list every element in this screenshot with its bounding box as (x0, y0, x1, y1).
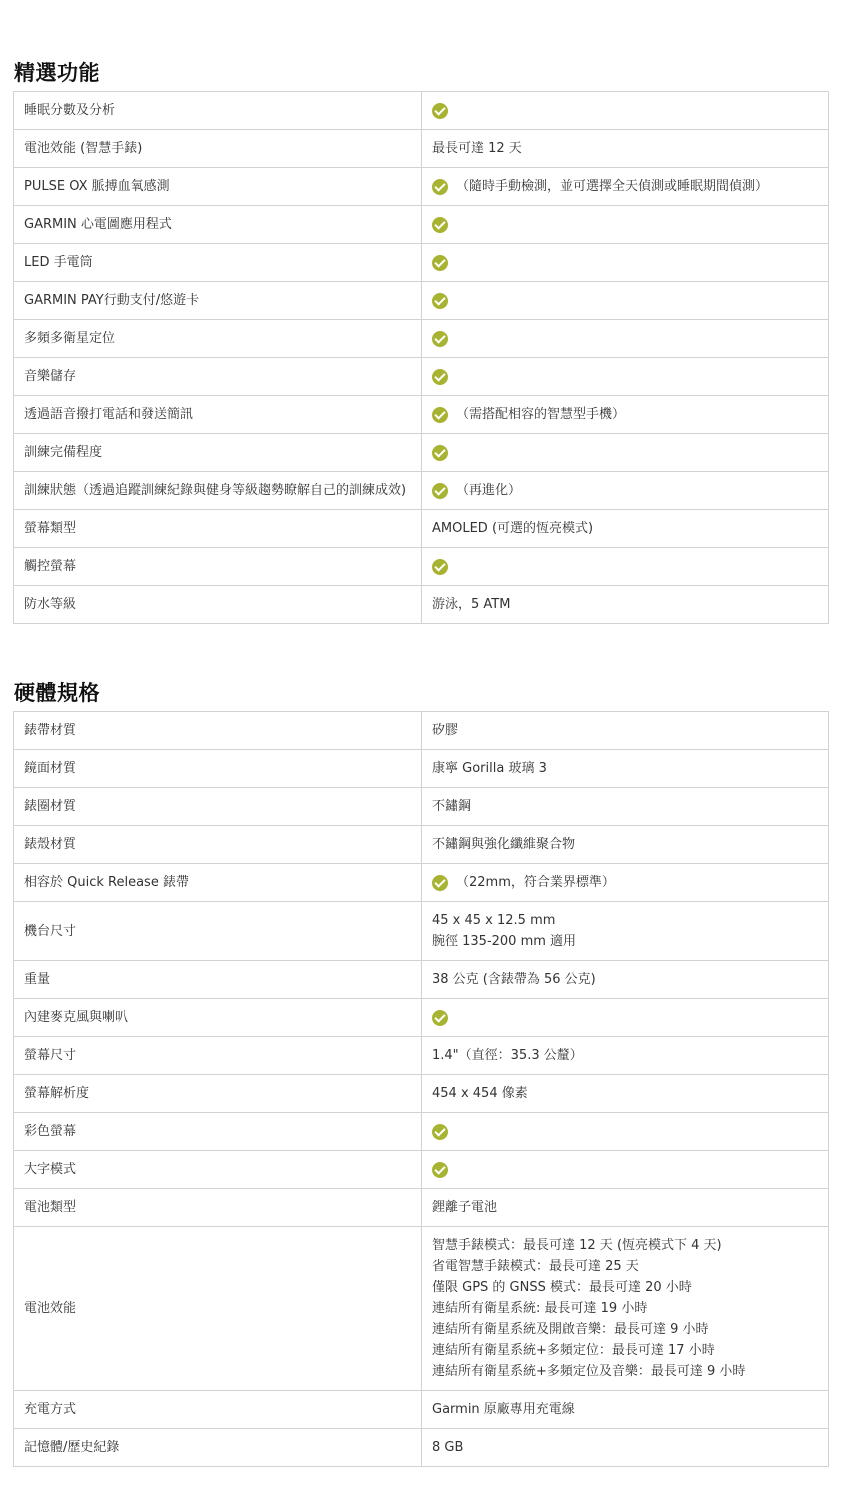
table-row (14, 961, 829, 999)
spec-value-wrap (432, 176, 818, 197)
spec-value: （需搭配相容的智慧型手機） (456, 407, 626, 422)
hardware-table (13, 711, 829, 1467)
spec-value-cell (422, 902, 829, 961)
spec-value-cell (422, 1189, 829, 1227)
spec-value-wrap (432, 834, 818, 855)
spec-value-wrap (432, 404, 818, 425)
spec-label: GARMIN PAY行動支付/悠遊卡 (14, 282, 422, 320)
table-row (14, 1189, 829, 1227)
spec-label: 錶圈材質 (14, 788, 422, 826)
table-row (14, 434, 829, 472)
table-row (14, 999, 829, 1037)
checkmark-icon (432, 369, 448, 385)
spec-value-cell (422, 1037, 829, 1075)
checkmark-icon (432, 875, 448, 891)
spec-value-cell (422, 586, 829, 624)
spec-label: 充電方式 (14, 1391, 422, 1429)
checkmark-icon (432, 1010, 448, 1026)
spec-label: 電池效能 (14, 1227, 422, 1391)
spec-value-wrap (432, 1045, 818, 1066)
spec-value-cell (422, 472, 829, 510)
spec-value: 38 公克 (含錶帶為 56 公克) (432, 972, 596, 987)
spec-value-wrap (432, 1197, 818, 1218)
checkmark-icon (432, 331, 448, 347)
spec-value-cell (422, 1429, 829, 1467)
spec-value: 最長可達 12 天 (432, 141, 522, 156)
table-row (14, 510, 829, 548)
spec-value-wrap (432, 331, 818, 347)
features-table (13, 91, 829, 624)
spec-value-cell (422, 320, 829, 358)
spec-value-cell (422, 168, 829, 206)
table-row (14, 864, 829, 902)
spec-value-wrap (432, 103, 818, 119)
table-row (14, 788, 829, 826)
spec-value-cell (422, 864, 829, 902)
spec-value-wrap (432, 480, 818, 501)
spec-value: 矽膠 (432, 723, 459, 738)
spec-value: 454 x 454 像素 (432, 1086, 528, 1101)
spec-label: 觸控螢幕 (14, 548, 422, 586)
spec-value: AMOLED (可選的恆亮模式) (432, 521, 594, 536)
spec-value-wrap (432, 138, 818, 159)
checkmark-icon (432, 407, 448, 423)
spec-value-cell (422, 788, 829, 826)
spec-value-cell (422, 1151, 829, 1189)
spec-value-wrap (432, 1437, 818, 1458)
table-row (14, 1113, 829, 1151)
table-row (14, 1227, 829, 1391)
spec-label: 多頻多衛星定位 (14, 320, 422, 358)
checkmark-icon (432, 217, 448, 233)
spec-value-wrap (432, 969, 818, 990)
table-row (14, 320, 829, 358)
spec-value: 45 x 45 x 12.5 mm 腕徑 135-200 mm 適用 (432, 913, 577, 949)
spec-value: 游泳，5 ATM (432, 597, 511, 612)
spec-value: （隨時手動檢測，並可選擇全天偵測或睡眠期間偵測） (456, 179, 769, 194)
spec-label: 螢幕尺寸 (14, 1037, 422, 1075)
spec-value-wrap (432, 1235, 818, 1382)
spec-value-wrap (432, 369, 818, 385)
table-row (14, 750, 829, 788)
spec-value: 智慧手錶模式：最長可達 12 天 (恆亮模式下 4 天) 省電智慧手錶模式：最長可達 25 天 僅限 GPS 的 GNSS 模式：最長可達 20 小時 連結所有衛星系統: 最長可達 19 小時 連結所有衛星系統及開啟音樂：最長可達 9 小時 連結所有衛星系統+多頻定位：最長可達 17 小時 連結所有衛星系統+多頻定位及音樂：最長可達 9 小時 (432, 1238, 746, 1379)
features-title: 精選功能 (14, 61, 100, 85)
spec-label: 透過語音撥打電話和發送簡訊 (14, 396, 422, 434)
table-row (14, 206, 829, 244)
hardware-title: 硬體規格 (14, 681, 100, 705)
spec-value: 1.4"（直徑：35.3 公釐） (432, 1048, 583, 1063)
checkmark-icon (432, 179, 448, 195)
spec-value-cell (422, 244, 829, 282)
spec-label: 螢幕類型 (14, 510, 422, 548)
checkmark-icon (432, 1162, 448, 1178)
spec-value-wrap (432, 720, 818, 741)
table-row (14, 826, 829, 864)
spec-label: 睡眠分數及分析 (14, 92, 422, 130)
spec-value-cell (422, 130, 829, 168)
spec-value-cell (422, 434, 829, 472)
spec-value-wrap (432, 1010, 818, 1026)
table-row (14, 168, 829, 206)
table-row (14, 712, 829, 750)
spec-label: 錶殼材質 (14, 826, 422, 864)
spec-value-cell (422, 1113, 829, 1151)
spec-value-cell (422, 548, 829, 586)
spec-label: 電池效能 (智慧手錶) (14, 130, 422, 168)
spec-value: （22mm，符合業界標準） (456, 875, 615, 890)
spec-label: 大字模式 (14, 1151, 422, 1189)
spec-label: 訓練完備程度 (14, 434, 422, 472)
table-row (14, 244, 829, 282)
spec-label: 錶帶材質 (14, 712, 422, 750)
spec-value-wrap (432, 518, 818, 539)
spec-value-cell (422, 510, 829, 548)
spec-label: 音樂儲存 (14, 358, 422, 396)
table-row (14, 586, 829, 624)
spec-value-wrap (432, 758, 818, 779)
spec-label: GARMIN 心電圖應用程式 (14, 206, 422, 244)
table-row (14, 472, 829, 510)
table-row (14, 1429, 829, 1467)
checkmark-icon (432, 293, 448, 309)
spec-label: 內建麥克風與喇叭 (14, 999, 422, 1037)
spec-value-wrap (432, 559, 818, 575)
table-row (14, 92, 829, 130)
spec-value-cell (422, 961, 829, 999)
table-row (14, 282, 829, 320)
spec-value-cell (422, 712, 829, 750)
table-row (14, 1391, 829, 1429)
table-row (14, 396, 829, 434)
spec-value-wrap (432, 1399, 818, 1420)
spec-label: LED 手電筒 (14, 244, 422, 282)
spec-value-cell (422, 826, 829, 864)
spec-label: 彩色螢幕 (14, 1113, 422, 1151)
spec-value-wrap (432, 910, 818, 952)
table-row (14, 902, 829, 961)
checkmark-icon (432, 559, 448, 575)
spec-value: 不鏽鋼 (432, 799, 472, 814)
spec-value-wrap (432, 796, 818, 817)
table-row (14, 358, 829, 396)
spec-value: （再進化） (456, 483, 522, 498)
spec-value-cell (422, 92, 829, 130)
spec-value-cell (422, 1227, 829, 1391)
spec-label: 鏡面材質 (14, 750, 422, 788)
table-row (14, 548, 829, 586)
spec-value: 不鏽鋼與強化纖維聚合物 (432, 837, 576, 852)
spec-value-wrap (432, 1083, 818, 1104)
spec-label: 防水等級 (14, 586, 422, 624)
spec-value-cell (422, 999, 829, 1037)
spec-value-cell (422, 206, 829, 244)
spec-value: 8 GB (432, 1440, 464, 1455)
table-row (14, 1075, 829, 1113)
spec-value-cell (422, 750, 829, 788)
spec-value-wrap (432, 217, 818, 233)
spec-value-cell (422, 1391, 829, 1429)
spec-value: Garmin 原廠專用充電線 (432, 1402, 575, 1417)
spec-label: 記憶體/歷史紀錄 (14, 1429, 422, 1467)
checkmark-icon (432, 103, 448, 119)
spec-value-cell (422, 282, 829, 320)
spec-label: PULSE OX 脈搏血氧感測 (14, 168, 422, 206)
spec-value-cell (422, 1075, 829, 1113)
spec-value-wrap (432, 872, 818, 893)
spec-value-wrap (432, 293, 818, 309)
table-row (14, 130, 829, 168)
spec-label: 螢幕解析度 (14, 1075, 422, 1113)
spec-value-wrap (432, 1124, 818, 1140)
spec-value-wrap (432, 255, 818, 271)
spec-label: 機台尺寸 (14, 902, 422, 961)
spec-label: 訓練狀態（透過追蹤訓練紀錄與健身等級趨勢瞭解自己的訓練成效) (14, 472, 422, 510)
spec-value: 康寧 Gorilla 玻璃 3 (432, 761, 547, 776)
spec-value: 鋰離子電池 (432, 1200, 498, 1215)
spec-value-wrap (432, 445, 818, 461)
spec-value-wrap (432, 1162, 818, 1178)
table-row (14, 1151, 829, 1189)
spec-value-wrap (432, 594, 818, 615)
spec-value-cell (422, 396, 829, 434)
checkmark-icon (432, 483, 448, 499)
checkmark-icon (432, 445, 448, 461)
spec-label: 重量 (14, 961, 422, 999)
table-row (14, 1037, 829, 1075)
spec-label: 電池類型 (14, 1189, 422, 1227)
checkmark-icon (432, 255, 448, 271)
checkmark-icon (432, 1124, 448, 1140)
spec-value-cell (422, 358, 829, 396)
spec-label: 相容於 Quick Release 錶帶 (14, 864, 422, 902)
